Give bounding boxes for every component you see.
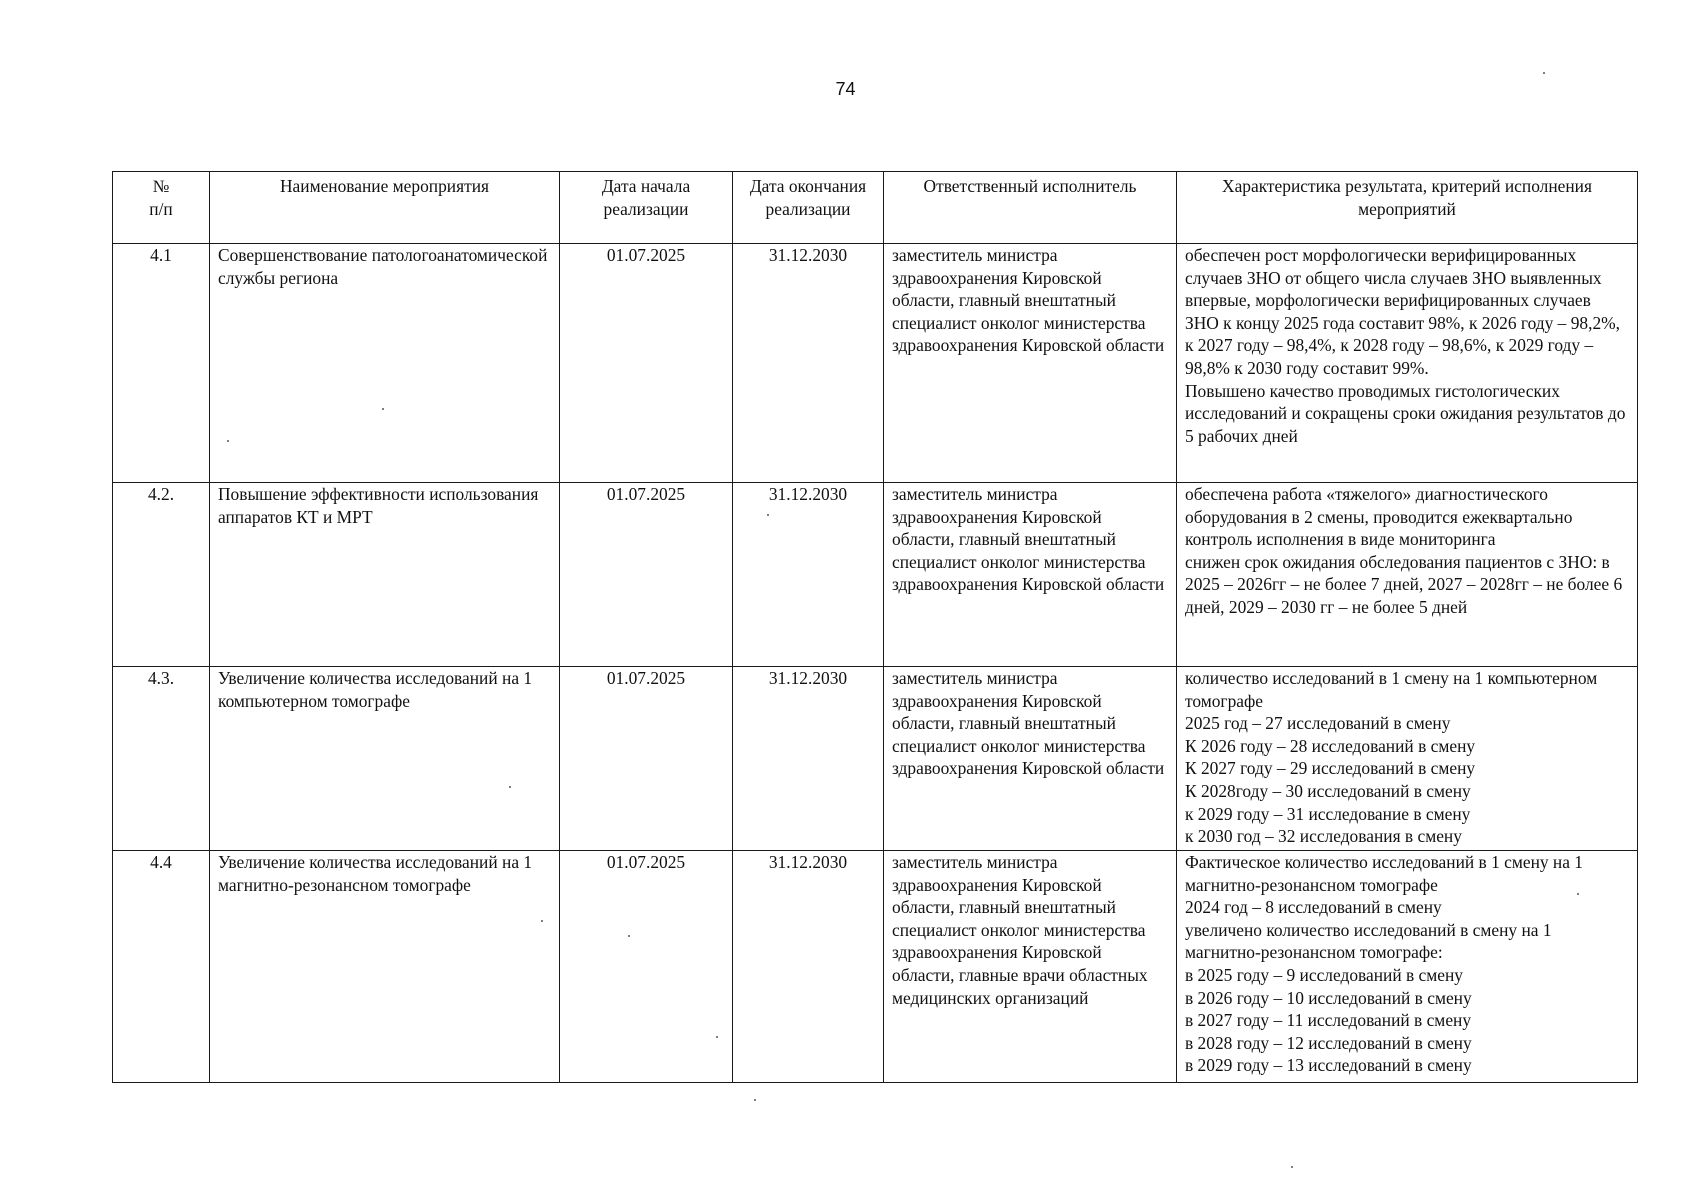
row-number: 4.1 [113,244,210,483]
header-number: № п/п [113,172,210,244]
scan-speck [382,408,384,410]
scan-speck [1291,1166,1293,1168]
row-end-date: 31.12.2030 [733,244,884,483]
scan-speck [767,514,769,516]
row-start-date: 01.07.2025 [560,483,733,667]
table-row [113,851,1638,1083]
row-name: Увеличение количества исследований на 1 магнитно-резонансном томографе [210,851,560,1083]
table-row [113,667,1638,851]
row-responsible: заместитель министра здравоохранения Кировской области, главный внештатный специалист онколог министерства здравоохранения Кировской области [884,483,1177,667]
row-result: обеспечен рост морфологически верифицированных случаев ЗНО от общего числа случаев ЗНО выявленных впервые, морфологически верифицированных случаев ЗНО к концу 2025 года составит 98%, к 2026 году – 98,2%, к 2027 году – 98,4%, к 2028 году – 98,6%, к 2029 году – 98,8% к 2030 году составит 99%. Повышено качество проводимых гистологических исследований и сокращены сроки ожидания результатов до 5 рабочих дней [1177,244,1638,483]
header-responsible: Ответственный исполнитель [884,172,1177,244]
scan-speck [716,1036,718,1038]
scan-speck [754,1099,756,1101]
row-number: 4.2. [113,483,210,667]
row-result: обеспечена работа «тяжелого» диагностического оборудования в 2 смены, проводится ежеквартально контроль исполнения в виде мониторинга снижен срок ожидания обследования пациентов с ЗНО: в 2025 – 2026гг – не более 7 дней, 2027 – 2028гг – не более 6 дней, 2029 – 2030 гг – не более 5 дней [1177,483,1638,667]
table-header-row [113,172,1638,244]
row-start-date: 01.07.2025 [560,851,733,1083]
row-responsible: заместитель министра здравоохранения Кировской области, главный внештатный специалист онколог министерства здравоохранения Кировской области [884,667,1177,851]
page-number: 74 [835,79,856,99]
row-number: 4.3. [113,667,210,851]
row-end-date: 31.12.2030 [733,851,884,1083]
scan-speck [509,786,511,788]
scan-speck [1543,72,1545,74]
row-name: Повышение эффективности использования аппаратов КТ и МРТ [210,483,560,667]
table-row [113,483,1638,667]
row-start-date: 01.07.2025 [560,244,733,483]
row-responsible: заместитель министра здравоохранения Кировской области, главный внештатный специалист онколог министерства здравоохранения Кировской области [884,244,1177,483]
header-result: Характеристика результата, критерий исполнения мероприятий [1177,172,1638,244]
header-end-date: Дата окончания реализации [733,172,884,244]
scan-speck [541,920,543,922]
scan-speck [628,935,630,937]
scan-speck [1577,893,1579,895]
row-name: Совершенствование патологоанатомической службы региона [210,244,560,483]
row-result: количество исследований в 1 смену на 1 компьютерном томографе 2025 год – 27 исследований в смену К 2026 году – 28 исследований в смену К 2027 году – 29 исследований в смену К 2028году – 30 исследований в смену к 2029 году – 31 исследование в смену к 2030 год – 32 исследования в смену [1177,667,1638,851]
header-name: Наименование мероприятия [210,172,560,244]
row-start-date: 01.07.2025 [560,667,733,851]
measures-table [112,171,1638,1083]
row-responsible: заместитель министра здравоохранения Кировской области, главный внештатный специалист онколог министерства здравоохранения Кировской области, главные врачи областных медицинских организаций [884,851,1177,1083]
row-number: 4.4 [113,851,210,1083]
header-start-date: Дата начала реализации [560,172,733,244]
row-result: Фактическое количество исследований в 1 смену на 1 магнитно-резонансном томографе 2024 год – 8 исследований в смену увеличено количество исследований в смену на 1 магнитно-резонансном томографе: в 2025 году – 9 исследований в смену в 2026 году – 10 исследований в смену в 2027 году – 11 исследований в смену в 2028 году – 12 исследований в смену в 2029 году – 13 исследований в смену [1177,851,1638,1083]
row-end-date: 31.12.2030 [733,667,884,851]
row-name: Увеличение количества исследований на 1 компьютерном томографе [210,667,560,851]
table-row [113,244,1638,483]
row-end-date: 31.12.2030 [733,483,884,667]
scan-speck [227,440,229,442]
